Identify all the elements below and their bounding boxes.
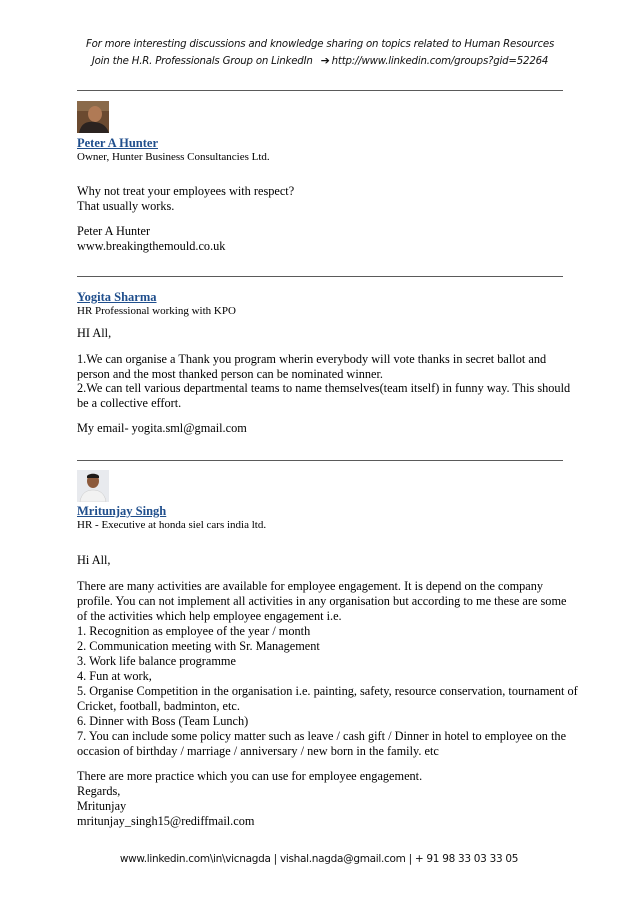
post-line: 2. Communication meeting with Sr. Management [77,639,320,653]
post-line: Regards, [77,784,121,798]
post-line: My email- yogita.sml@gmail.com [77,421,247,435]
divider-top [77,90,563,91]
post-author-name[interactable]: Peter A Hunter [77,136,158,150]
post-line: occasion of birthday / marriage / anniversary / new born in the family. etc [77,744,439,758]
post-line: 1.We can organise a Thank you program wherin everybody will vote thanks in secret ballot and [77,352,547,366]
post-line: 1. Recognition as employee of the year / month [77,624,311,638]
post-line: profile. You can not implement all activities in any organisation but according to me these are some [77,594,567,608]
divider [77,460,563,461]
header-line-1: For more interesting discussions and knowledge sharing on topics related to Human Resources [85,39,555,50]
post-line: Peter A Hunter [77,224,151,238]
post-line: be a collective effort. [77,396,182,410]
avatar-photo-icon [77,101,109,133]
post-line: Mritunjay [77,799,127,813]
header-line-2 [40,54,600,67]
post-author-name[interactable]: Mritunjay Singh [77,504,167,518]
post-line: www.breakingthemould.co.uk [77,239,226,253]
post-line: 5. Organise Competition in the organisation i.e. painting, safety, resource conservation, tournament of [77,684,578,698]
post-author-role: Owner, Hunter Business Consultancies Ltd. [77,151,270,163]
post-line: of the activities which help employee engagement i.e. [77,609,342,623]
post-line: Hi All, [77,553,111,567]
post-line: 4. Fun at work, [77,669,152,683]
post-line: 3. Work life balance programme [77,654,236,668]
page-footer: www.linkedin.com\in\vicnagda | vishal.nagda@gmail.com | + 91 98 33 03 33 05 [119,853,519,865]
post-line: HI All, [77,326,112,340]
header-group-text: Join the H.R. Professionals Group on LinkedIn [91,56,313,67]
post-line: 2.We can tell various departmental teams to name themselves(team itself) in funny way. This should [77,381,571,395]
post-line: There are many activities are available for employee engagement. It is depend on the company [77,579,544,593]
arrow-right-icon: ➔ [320,54,330,67]
post-line: mritunjay_singh15@rediffmail.com [77,814,255,828]
post-author-role: HR Professional working with KPO [77,305,236,317]
post-author-role: HR - Executive at honda siel cars india ltd. [77,519,267,531]
header-group-link[interactable]: http://www.linkedin.com/groups?gid=52264 [331,56,549,67]
post-line: There are more practice which you can use for employee engagement. [77,769,423,783]
post-line: That usually works. [77,199,175,213]
post-line: 6. Dinner with Boss (Team Lunch) [77,714,249,728]
post-line: 7. You can include some policy matter such as leave / cash gift / Dinner in hotel to employee on the [77,729,567,743]
avatar [77,101,109,133]
divider [77,276,563,277]
avatar [77,470,109,502]
post-author-name[interactable]: Yogita Sharma [77,290,157,304]
post-line: person and the most thanked person can be nominated winner. [77,367,383,381]
post-line: Why not treat your employees with respect? [77,184,295,198]
avatar-photo-icon [77,470,109,502]
post-line: Cricket, football, badminton, etc. [77,699,240,713]
